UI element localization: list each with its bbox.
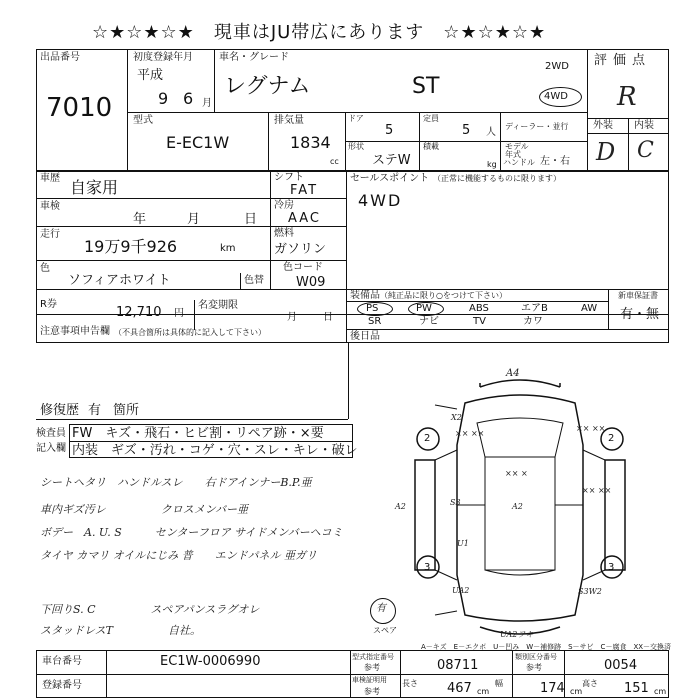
cert-label: 車検証明用: [352, 676, 387, 684]
equip-airbag: エアB: [521, 303, 548, 314]
width-value: 174: [540, 681, 565, 696]
class-value: 0054: [604, 658, 638, 673]
registration-month: 6: [183, 89, 194, 108]
warranty-value: 有・無: [620, 307, 660, 322]
note-line-4: タイヤ カマリ オイルにじみ 普 エンドパネル 亜ガリ: [40, 549, 317, 562]
equip-leather: カワ: [523, 316, 543, 327]
holder-month-unit: 月: [287, 312, 297, 323]
shift-label: シフト: [274, 172, 304, 183]
type-value: 08711: [437, 658, 479, 673]
fuel-label: 燃料: [274, 228, 294, 239]
header-banner: ☆★☆★☆★ 現車はJU帯広にあります ☆★☆★☆★: [92, 22, 547, 43]
mileage-label: 走行: [40, 229, 60, 240]
color-code-value: W09: [296, 275, 326, 290]
history-value: 自家用: [70, 178, 119, 197]
inspection-label: 車検: [40, 201, 60, 212]
damage-legend: A－キズ E－エクボ U－凹み W－補修跡 S－サビ C－腐食 XX－交換済: [421, 643, 672, 651]
height-value: 151: [624, 681, 649, 696]
car-name-label: 車名・グレード: [219, 52, 289, 63]
registration-era: 平成: [137, 68, 164, 83]
load-label: 積載: [423, 142, 439, 151]
int-label: 内装: [634, 120, 654, 131]
repair-places: 箇所: [113, 403, 140, 418]
aircon-value: AAC: [288, 211, 321, 226]
type-label: 型式指定番号: [352, 653, 394, 661]
color-value: ソフィアホワイト: [68, 273, 171, 288]
shape-label: 形状: [348, 142, 364, 151]
notes-hint: （不具合箇所は具体的に記入して下さい）: [114, 328, 266, 337]
note-line-3: ボデー A. U. S センターフロア サイドメンバーヘコミ: [40, 526, 343, 539]
history-label: 車歴: [40, 173, 60, 184]
drive-2wd: 2WD: [545, 61, 569, 72]
length-unit: cm: [477, 687, 490, 696]
displacement-label: 排気量: [274, 115, 304, 126]
spare-mark: 有: [376, 603, 386, 614]
dealer-label: ディーラー・並行: [505, 122, 569, 131]
ext-value: D: [596, 138, 616, 166]
equip-sr: SR: [368, 316, 382, 327]
model-label: 型式: [133, 115, 153, 126]
damage-x-marks-3: ×× ×: [505, 469, 528, 478]
sales-point-hint: （正常に機能するものに限ります）: [433, 174, 561, 183]
repair-value: 有: [88, 403, 102, 418]
mileage-unit: km: [220, 243, 236, 254]
int-value: C: [637, 138, 654, 163]
height-unit: cm: [654, 687, 667, 696]
width-unit: cm: [570, 687, 583, 696]
width-label: 幅: [495, 679, 503, 688]
inspector-label2: 記入欄: [36, 443, 66, 454]
handle-value: 左・右: [540, 156, 570, 167]
spare-label: スペア: [373, 626, 397, 635]
mark-a2-center: A2: [512, 502, 523, 511]
color-label: 色: [40, 263, 50, 274]
length-label: 長さ: [402, 679, 418, 688]
capacity-label: 定員: [423, 114, 439, 123]
displacement-unit: cc: [330, 157, 339, 166]
equip-tv: TV: [473, 316, 486, 327]
holder-label: 名変期限: [198, 300, 238, 311]
load-unit: kg: [487, 160, 497, 169]
cert-ref: 参考: [364, 687, 380, 696]
mark-a2-left: A2: [395, 502, 406, 511]
aircon-label: 冷房: [274, 200, 294, 211]
mark-ua2: UA2: [452, 586, 470, 595]
warranty-label: 新車保証書: [618, 291, 658, 300]
equip-pw: PW: [416, 303, 432, 314]
score-label: 評価点: [594, 53, 652, 68]
doors-value: 5: [385, 123, 394, 138]
sales-point-value: 4WD: [358, 191, 403, 210]
drive-4wd: 4WD: [544, 91, 568, 102]
chassis-value: EC1W-0006990: [160, 654, 261, 669]
equip-ps: PS: [366, 303, 379, 314]
note-line-6: スタッドレスT 自社。: [40, 624, 202, 637]
shift-value: FAT: [290, 183, 319, 198]
note-line-2: 車内ギズ汚レ クロスメンバー亜: [40, 503, 249, 516]
wheel-rl: 3: [424, 562, 431, 573]
model-value: E-EC1W: [166, 133, 230, 152]
wheel-fr: 2: [608, 433, 615, 444]
car-grade: ST: [412, 74, 440, 99]
damage-x-marks-2: ×× ××: [576, 424, 606, 433]
lot-number: 7010: [46, 93, 113, 123]
mileage-value: 19万9千926: [84, 237, 178, 256]
class-label: 類別区分番号: [515, 653, 557, 661]
inspection-year-unit: 年: [133, 212, 147, 227]
car-name: レグナム: [224, 74, 311, 99]
equip-abs: ABS: [469, 303, 489, 314]
ext-label: 外装: [593, 120, 613, 131]
model-year-label: モデル年式: [505, 142, 529, 159]
note-line-1: シートヘタリ ハンドルスレ 右ドアインナーB.P.亜: [40, 476, 312, 489]
class-ref: 参考: [526, 663, 542, 672]
capacity-unit: 人: [486, 127, 496, 138]
top-block: [36, 49, 669, 171]
repair-label: 修復歴: [40, 403, 80, 418]
wheel-fl: 2: [424, 433, 431, 444]
registration-label: 初度登録年月: [133, 52, 193, 63]
color-change-label: 色替: [244, 275, 264, 286]
mark-a4: A4: [506, 368, 520, 379]
holder-day-unit: 日: [323, 312, 333, 323]
score-value: R: [617, 82, 637, 112]
notes-label: 注意事項申告欄: [40, 326, 110, 337]
wheel-rr: 3: [608, 562, 615, 573]
damage-x-marks: ×× ××: [455, 429, 485, 438]
doors-label: ドア: [348, 114, 364, 123]
mark-x2: X2: [451, 413, 462, 422]
mark-ua2-bottom: UA2ヲキ: [500, 630, 534, 639]
mark-s3: S3: [450, 498, 461, 507]
registration-month-unit: 月: [202, 98, 212, 109]
damage-x-marks-4: ×× ××: [582, 486, 612, 495]
length-value: 467: [447, 681, 472, 696]
height-label: 高さ: [582, 679, 598, 688]
recycle-value: 12,710: [116, 305, 162, 320]
registration-year: 9: [158, 89, 169, 108]
recycle-label: R券: [40, 299, 57, 310]
chassis-label: 車台番号: [42, 656, 82, 667]
sales-point-label: セールスポイント: [350, 173, 430, 184]
equipment-label: 装備品: [350, 290, 380, 301]
equip-aw: AW: [581, 303, 598, 314]
handle-label: ハンドル: [503, 158, 535, 167]
color-code-label: 色コード: [283, 262, 323, 273]
capacity-value: 5: [462, 123, 471, 138]
inspection-day-unit: 日: [244, 212, 258, 227]
inspection-month-unit: 月: [187, 212, 201, 227]
rear-seat-label: 後日品: [350, 331, 380, 342]
displacement-value: 1834: [290, 133, 331, 152]
recycle-unit: 円: [174, 308, 184, 319]
type-ref: 参考: [364, 663, 380, 672]
equipment-hint: （純正品に限り○をつけて下さい）: [380, 291, 507, 300]
mark-s3w2: S3W2: [578, 587, 602, 596]
inspector-label1: 検査員: [36, 428, 66, 439]
note-line-5: 下回りS. C スペアパンスラグオレ: [40, 603, 260, 616]
mark-u1: U1: [457, 539, 469, 548]
equip-navi: ナビ: [419, 316, 439, 327]
lot-label: 出品番号: [40, 52, 80, 63]
inspector-row1: FW キズ・飛石・ヒビ割・リペア跡・×要: [72, 426, 324, 441]
inspector-row2: 内装 ギズ・汚れ・コゲ・穴・スレ・キレ・破レ: [72, 443, 358, 458]
reg-number-label: 登録番号: [42, 680, 82, 691]
fuel-value: ガソリン: [274, 242, 327, 257]
shape-value: ステW: [372, 153, 411, 168]
